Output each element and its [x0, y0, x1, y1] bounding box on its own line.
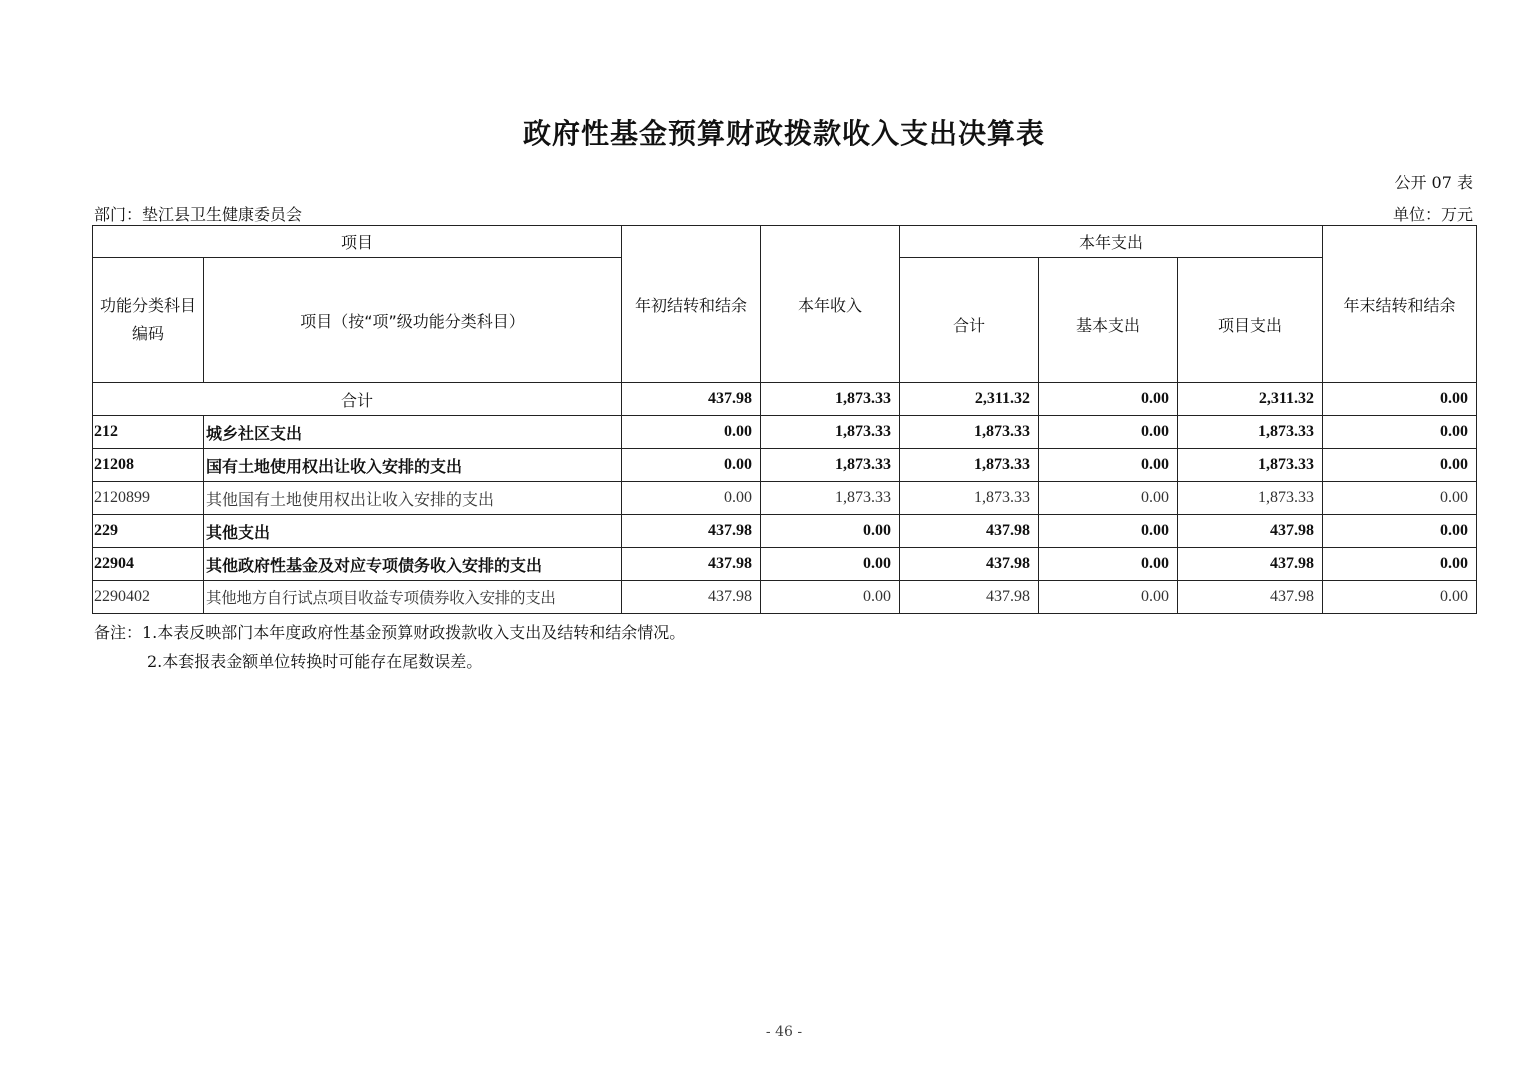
- budget-table: [92, 225, 1477, 614]
- cell-value: 0.00: [1323, 581, 1477, 614]
- cell-value: 0.00: [1323, 482, 1477, 515]
- cell-value: 2,311.32: [900, 383, 1039, 416]
- cell-value: 0.00: [1323, 383, 1477, 416]
- header-basic: 基本支出: [1039, 258, 1178, 383]
- header-begin-balance: 年初结转和结余: [622, 226, 761, 383]
- cell-value: 1,873.33: [761, 383, 900, 416]
- cell-name: 国有土地使用权出让收入安排的支出: [204, 449, 622, 482]
- cell-value: 1,873.33: [761, 449, 900, 482]
- table-row: [93, 482, 1477, 515]
- cell-value: 0.00: [1039, 482, 1178, 515]
- table-row: [93, 548, 1477, 581]
- department-label: 部门：垫江县卫生健康委员会: [94, 205, 303, 224]
- page-title: 政府性基金预算财政拨款收入支出决算表: [522, 117, 1045, 150]
- cell-value: 437.98: [622, 515, 761, 548]
- cell-code: 212: [93, 416, 204, 449]
- cell-value: 0.00: [761, 581, 900, 614]
- cell-name: 其他政府性基金及对应专项债务收入安排的支出: [204, 548, 622, 581]
- header-project: 项目: [93, 226, 622, 258]
- cell-code: 22904: [93, 548, 204, 581]
- cell-value: 437.98: [900, 548, 1039, 581]
- cell-value: 0.00: [1039, 581, 1178, 614]
- cell-value: 2,311.32: [1178, 383, 1323, 416]
- note-line-2: 2.本套报表金额单位转换时可能存在尾数误差。: [147, 652, 483, 671]
- cell-name: 城乡社区支出: [204, 416, 622, 449]
- cell-code: 2290402: [93, 581, 204, 614]
- cell-value: 1,873.33: [900, 416, 1039, 449]
- header-item: 项目（按“项”级功能分类科目）: [204, 258, 622, 383]
- cell-value: 437.98: [1178, 581, 1323, 614]
- cell-value: 0.00: [1323, 416, 1477, 449]
- cell-code: 229: [93, 515, 204, 548]
- page-number: - 46 -: [765, 1024, 803, 1040]
- cell-value: 1,873.33: [1178, 449, 1323, 482]
- cell-value: 1,873.33: [900, 449, 1039, 482]
- cell-value: 0.00: [1323, 449, 1477, 482]
- cell-value: 437.98: [900, 515, 1039, 548]
- notes: [94, 618, 685, 676]
- cell-value: 437.98: [900, 581, 1039, 614]
- cell-value: 0.00: [1323, 515, 1477, 548]
- header-end-balance: 年末结转和结余: [1323, 226, 1477, 383]
- cell-value: 437.98: [622, 383, 761, 416]
- table-row: [93, 449, 1477, 482]
- cell-value: 1,873.33: [1178, 416, 1323, 449]
- cell-value: 437.98: [622, 581, 761, 614]
- cell-value: 0.00: [761, 515, 900, 548]
- cell-name: 其他支出: [204, 515, 622, 548]
- table-row: [93, 515, 1477, 548]
- header-current-expenditure: 本年支出: [900, 226, 1323, 258]
- cell-value: 437.98: [1178, 515, 1323, 548]
- cell-value: 0.00: [622, 449, 761, 482]
- cell-value: 0.00: [761, 548, 900, 581]
- cell-code: 2120899: [93, 482, 204, 515]
- total-label: 合计: [93, 383, 622, 416]
- cell-code: 21208: [93, 449, 204, 482]
- header-project-exp: 项目支出: [1178, 258, 1323, 383]
- table-row: [93, 581, 1477, 614]
- cell-value: 1,873.33: [1178, 482, 1323, 515]
- cell-value: 0.00: [1323, 548, 1477, 581]
- header-code: 功能分类科目编码: [93, 258, 204, 383]
- cell-value: 1,873.33: [761, 416, 900, 449]
- cell-name: 其他国有土地使用权出让收入安排的支出: [204, 482, 622, 515]
- cell-value: 0.00: [622, 482, 761, 515]
- cell-value: 0.00: [1039, 515, 1178, 548]
- header-total: 合计: [900, 258, 1039, 383]
- table-row: [93, 416, 1477, 449]
- cell-value: 0.00: [1039, 548, 1178, 581]
- cell-value: 0.00: [1039, 416, 1178, 449]
- unit-label: 单位：万元: [1392, 205, 1473, 224]
- cell-value: 0.00: [1039, 449, 1178, 482]
- cell-name: 其他地方自行试点项目收益专项债券收入安排的支出: [204, 581, 622, 614]
- cell-value: 1,873.33: [900, 482, 1039, 515]
- note-line-1: 备注：1.本表反映部门本年度政府性基金预算财政拨款收入支出及结转和结余情况。: [94, 623, 686, 642]
- cell-value: 437.98: [1178, 548, 1323, 581]
- cell-value: 0.00: [622, 416, 761, 449]
- table-row-total: [93, 383, 1477, 416]
- cell-value: 437.98: [622, 548, 761, 581]
- cell-value: 0.00: [1039, 383, 1178, 416]
- cell-value: 1,873.33: [761, 482, 900, 515]
- header-income: 本年收入: [761, 226, 900, 383]
- table-number: 公开 07 表: [1394, 173, 1473, 192]
